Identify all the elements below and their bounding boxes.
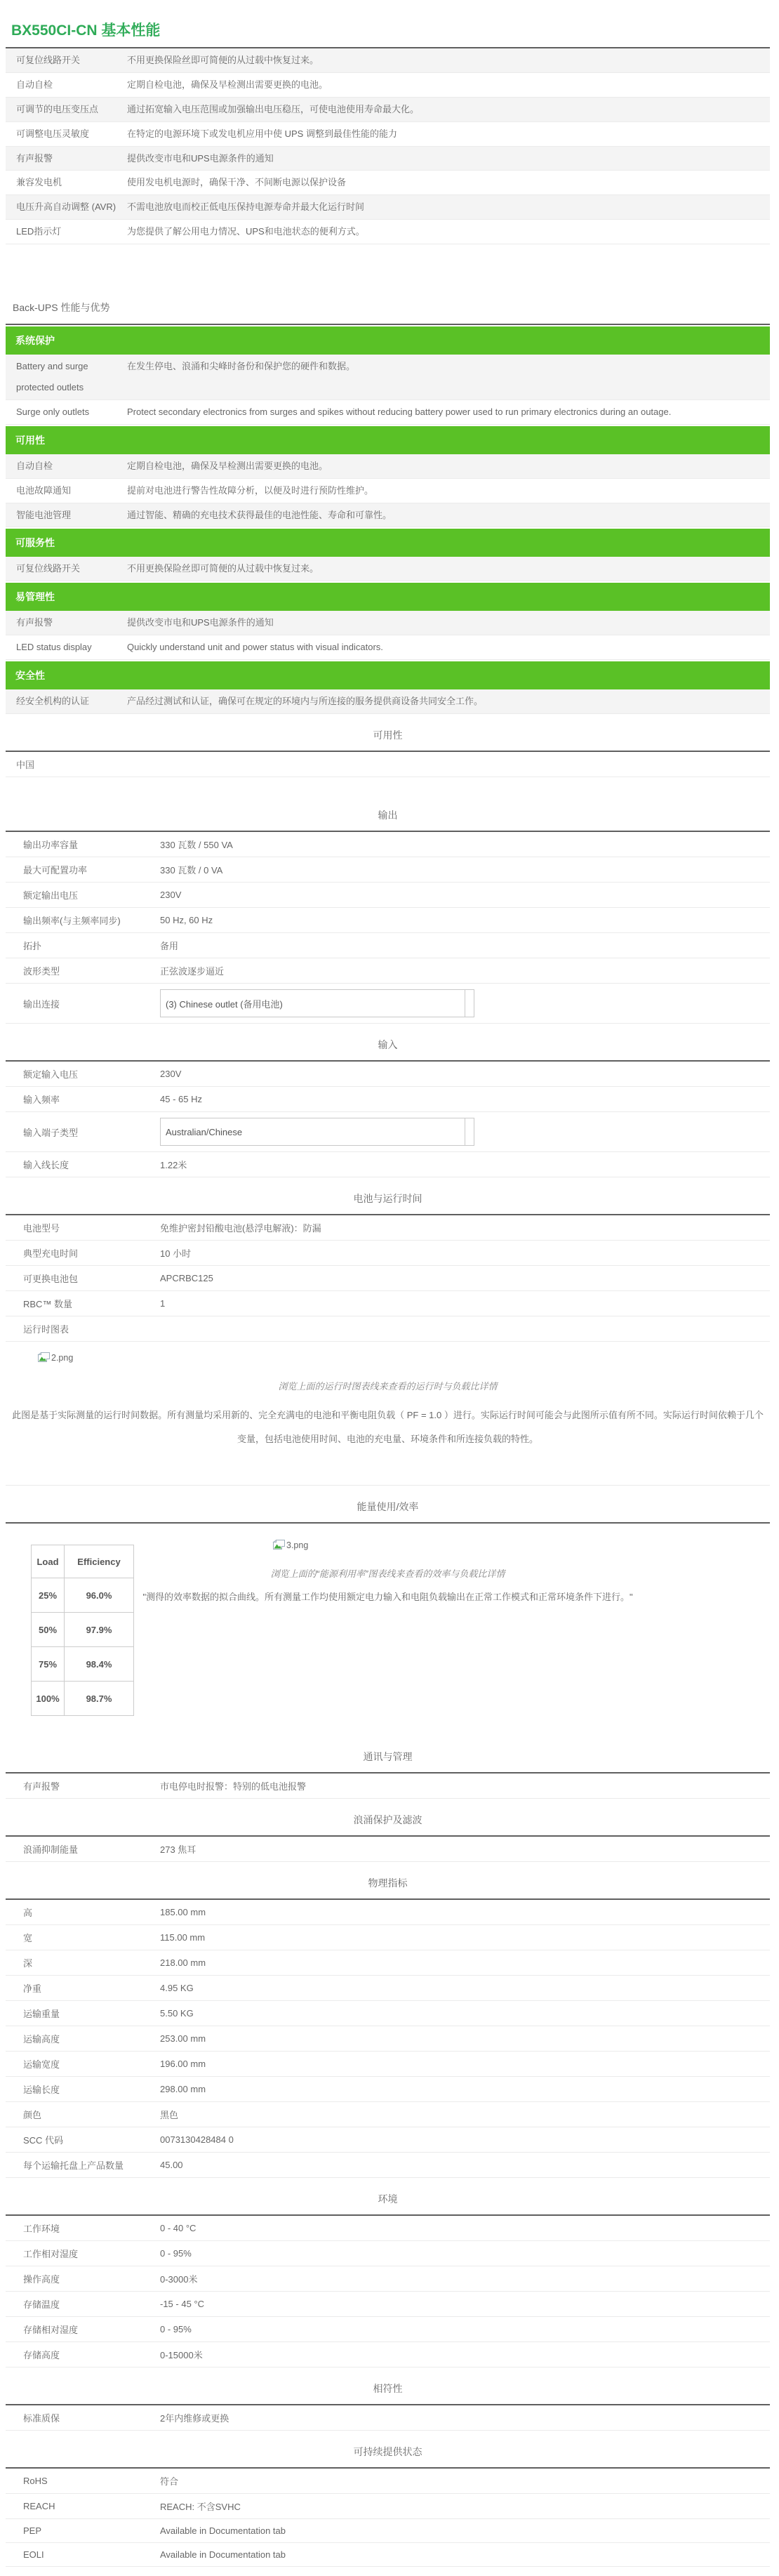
broken-image (37, 1352, 73, 1363)
efficiency-table (31, 1545, 134, 1716)
image-filename: 3.png (286, 1540, 309, 1551)
spec-section-title: 环境 (378, 2193, 398, 2205)
efficiency-area (6, 1524, 770, 1736)
spec-row (6, 2543, 770, 2567)
feature-group-header: 可用性 (6, 426, 770, 454)
efficiency-column-header: Efficiency (65, 1545, 134, 1578)
spec-label: 输入频率 (23, 1095, 60, 1106)
feature-row (6, 73, 770, 98)
spec-row (6, 1215, 770, 1241)
spec-row (6, 2266, 770, 2292)
feature-group-header: 易管理性 (6, 583, 770, 611)
feature-description: 不需电池放电而校正低电压保持电源寿命并最大化运行时间 (127, 202, 365, 213)
spec-label: 典型充电时间 (23, 1248, 79, 1260)
feature-group-header: 系统保护 (6, 326, 770, 355)
spec-label: 净重 (23, 1983, 42, 1995)
feature-label: Surge only outlets (16, 406, 90, 417)
feature-row (6, 557, 770, 581)
spec-label: 深 (23, 1958, 33, 1969)
spec-label: 拓扑 (23, 941, 42, 952)
spec-listbox[interactable] (160, 1118, 474, 1146)
spec-label: 输出连接 (23, 998, 60, 1010)
spec-value: 免维护密封铅酸电池(悬浮电解液)：防漏 (160, 1223, 321, 1234)
spec-value: 330 瓦数 / 550 VA (160, 840, 233, 851)
feature-row (6, 689, 770, 714)
spec-section-header (6, 1486, 770, 1524)
spec-value: 1 (160, 1298, 166, 1309)
spec-value: 230V (160, 890, 182, 901)
feature-description: 通过拓宽输入电压范围或加强输出电压稳压，可使电池使用寿命最大化。 (127, 103, 420, 114)
spec-section-header (6, 1862, 770, 1900)
feature-group-table (6, 454, 770, 528)
page-header (6, 0, 770, 48)
spec-row (6, 857, 770, 883)
spec-row (6, 2052, 770, 2077)
spec-row (6, 958, 770, 984)
spec-value: 2年内维修或更换 (160, 2413, 229, 2424)
spec-section-title: 能量使用/效率 (357, 1501, 419, 1513)
spec-value: 市电停电时报警：特别的低电池报警 (160, 1781, 307, 1792)
spec-row (6, 2216, 770, 2241)
spec-section-header (6, 1177, 770, 1215)
feature-description: 定期自检电池，确保及早检测出需要更换的电池。 (127, 79, 328, 90)
spec-value: 5.50 KG (160, 2008, 194, 2019)
spec-value: REACH: 不含SVHC (160, 2502, 241, 2513)
feature-group-table (6, 611, 770, 660)
efficiency-cell: 98.4% (65, 1647, 134, 1682)
feature-group-table (6, 689, 770, 714)
spec-value: 218.00 mm (160, 1957, 206, 1969)
spec-value: 符合 (160, 2476, 179, 2488)
spec-value: APCRBC125 (160, 1273, 213, 1284)
efficiency-cell: 98.7% (65, 1682, 134, 1716)
spec-value: 185.00 mm (160, 1907, 206, 1918)
spec-value: 298.00 mm (160, 2084, 206, 2095)
spec-row (6, 2317, 770, 2342)
feature-label: 有声报警 (16, 152, 53, 164)
spec-section-header (6, 2178, 770, 2216)
feature-label: 电池故障通知 (16, 484, 72, 496)
broken-image-icon (272, 1539, 286, 1550)
spec-section-title: 电池与运行时间 (353, 1193, 422, 1205)
spec-row (6, 2469, 770, 2494)
feature-description: 为您提供了解公用电力情况、UPS和电池状态的便利方式。 (127, 226, 365, 237)
runtime-chart-block (6, 1342, 770, 1486)
efficiency-column-header: Load (32, 1545, 65, 1578)
spec-value: 10 小时 (160, 1248, 192, 1260)
spec-row (6, 2342, 770, 2367)
spec-section-title: 相符性 (373, 2383, 403, 2395)
spec-label: 输出频率(与主频率同步) (23, 916, 121, 927)
spec-label: 每个运输托盘上产品数量 (23, 2160, 124, 2172)
spec-listbox[interactable] (160, 989, 474, 1017)
spec-label: 输出功率容量 (23, 840, 79, 851)
features-subtitle: Back-UPS 性能与优势 (6, 300, 770, 325)
broken-image (272, 1539, 308, 1550)
runtime-paragraph (6, 1403, 770, 1451)
spec-label: REACH (23, 2501, 55, 2512)
feature-row (6, 171, 770, 195)
feature-description: Quickly understand unit and power status with visual indicators. (127, 642, 383, 653)
feature-label: 可调整电压灵敏度 (16, 128, 90, 139)
spec-value: 备用 (160, 941, 179, 952)
spec-label: 输入线长度 (23, 1160, 69, 1171)
spec-value: 4.95 KG (160, 1983, 194, 1994)
spec-value: 196.00 mm (160, 2059, 206, 2070)
spec-row (6, 984, 770, 1024)
spec-label: 工作相对湿度 (23, 2249, 79, 2260)
spec-label: 存储温度 (23, 2299, 60, 2311)
spec-section-header (6, 794, 770, 832)
spec-value: 0 - 40 °C (160, 2223, 197, 2234)
feature-description: 提前对电池进行警告性故障分析，以便及时进行预防性维护。 (127, 484, 374, 496)
spec-value: 253.00 mm (160, 2033, 206, 2045)
spec-row (6, 1291, 770, 1316)
spec-label: 输入端子类型 (23, 1127, 79, 1138)
feature-description: 不用更换保险丝即可简便的从过载中恢复过来。 (127, 563, 319, 574)
spec-label: 运输宽度 (23, 2059, 60, 2070)
feature-description: 提供改变市电和UPS电源条件的通知 (127, 152, 274, 164)
spec-label: 可更换电池包 (23, 1274, 79, 1285)
spec-section-header (6, 1024, 770, 1062)
spec-row (6, 1976, 770, 2001)
spec-label: PEP (23, 2525, 42, 2537)
spec-row (6, 1087, 770, 1112)
runtime-paragraph-line: 变量，包括电池使用时间、电池的充电量、环境条件和所连接负载的特性。 (237, 1434, 538, 1445)
feature-description: 通过智能、精确的充电技术获得最佳的电池性能、寿命和可靠性。 (127, 509, 392, 520)
spec-label: 工作环境 (23, 2224, 60, 2235)
bottom-padding (6, 2567, 770, 2576)
feature-row (6, 635, 770, 660)
feature-row (6, 98, 770, 122)
spec-label: 运输高度 (23, 2034, 60, 2045)
spec-section-header (6, 1736, 770, 1774)
spec-label: 标准质保 (23, 2413, 60, 2424)
spec-row (6, 1112, 770, 1152)
spec-row (6, 2292, 770, 2317)
feature-label: 自动自检 (16, 79, 53, 90)
spec-value (160, 1112, 770, 1151)
spec-row (6, 2241, 770, 2266)
spec-value: 1.22米 (160, 1160, 187, 1171)
spec-value (160, 984, 770, 1023)
spec-value: 黑色 (160, 2110, 179, 2121)
spec-value: 0 - 95% (160, 2324, 192, 2335)
spec-label: 最大可配置功率 (23, 865, 88, 876)
spec-label: RoHS (23, 2476, 48, 2487)
spec-value: 0-3000米 (160, 2274, 198, 2285)
spec-row (6, 1266, 770, 1291)
spec-label: 颜色 (23, 2110, 42, 2121)
feature-row (6, 48, 770, 73)
feature-group-header: 可服务性 (6, 529, 770, 557)
feature-group-header: 安全性 (6, 661, 770, 689)
efficiency-table-row (32, 1578, 134, 1613)
feature-row (6, 503, 770, 528)
feature-label: 有声报警 (16, 617, 53, 628)
listbox-selected-option: Australian/Chinese (166, 1126, 243, 1137)
spec-value: 0073130428484 0 (160, 2134, 234, 2146)
spec-sections (6, 714, 770, 2567)
efficiency-table-row (32, 1613, 134, 1647)
spec-row (6, 2077, 770, 2102)
feature-label: Battery and surge protected outlets (16, 361, 88, 393)
feature-label: 可复位线路开关 (16, 55, 81, 65)
runtime-paragraph-line: 此图是基于实际测量的运行时间数据。所有测量均采用新的、完全充满电的电池和平衡电阻负载（ PF = 1.0 ）进行。实际运行时间可能会与此图所示值有所不同。实际运行时间依赖于几个 (12, 1410, 764, 1421)
feature-label: 可调节的电压变压点 (16, 103, 99, 114)
spec-row (6, 908, 770, 933)
spec-value: 50 Hz, 60 Hz (160, 915, 213, 926)
spec-value: -15 - 45 °C (160, 2299, 205, 2310)
spec-section-header (6, 2431, 770, 2469)
spec-row (6, 832, 770, 857)
spec-row (6, 1241, 770, 1266)
spec-value: 正弦波逐步逼近 (160, 966, 225, 977)
spec-value: 115.00 mm (160, 1932, 206, 1943)
spec-value: Available in Documentation tab (160, 2525, 286, 2537)
feature-description: 在特定的电源环境下或发电机应用中使 UPS 调整到最佳性能的能力 (127, 128, 397, 139)
runtime-image-block (6, 1342, 770, 1365)
top-feature-table (6, 48, 770, 244)
spec-label: 运输长度 (23, 2085, 60, 2096)
efficiency-cell: 25% (32, 1578, 65, 1613)
efficiency-cell: 50% (32, 1613, 65, 1647)
feature-group-table (6, 355, 770, 425)
spec-row (6, 1152, 770, 1177)
feature-label: LED指示灯 (16, 226, 62, 237)
spec-row (6, 1900, 770, 1925)
spec-section-title: 浪涌保护及滤波 (353, 1814, 422, 1826)
feature-group-table (6, 557, 770, 581)
image-filename: 2.png (51, 1353, 74, 1363)
spec-section-title: 可用性 (373, 729, 403, 741)
spec-label: 高 (23, 1908, 33, 1919)
feature-description: 产品经过测试和认证，确保可在规定的环境内与所连接的服务提供商设备共同安全工作。 (127, 696, 484, 707)
feature-description: 在发生停电、浪涌和尖峰时备份和保护您的硬件和数据。 (127, 361, 356, 372)
efficiency-table-row (32, 1647, 134, 1682)
feature-description: 定期自检电池，确保及早检测出需要更换的电池。 (127, 460, 328, 471)
efficiency-table-header-row (32, 1545, 134, 1578)
spec-row (6, 2494, 770, 2519)
spec-section-title: 物理指标 (368, 1877, 408, 1889)
spec-label: 浪涌抑制能量 (23, 1844, 79, 1856)
efficiency-cell: 75% (32, 1647, 65, 1682)
feature-description: 不用更换保险丝即可简便的从过载中恢复过来。 (127, 55, 319, 65)
feature-row (6, 220, 770, 244)
spec-label: 存储高度 (23, 2350, 60, 2361)
spec-label: 中国 (16, 760, 35, 771)
spec-label: 电池型号 (23, 1223, 60, 1234)
spec-label: 宽 (23, 1933, 33, 1944)
feature-description: 提供改变市电和UPS电源条件的通知 (127, 617, 274, 628)
feature-label: 智能电池管理 (16, 509, 72, 520)
spec-label: 波形类型 (23, 966, 60, 977)
spec-section-header (6, 714, 770, 752)
spec-label: 操作高度 (23, 2274, 60, 2285)
feature-row (6, 611, 770, 635)
feature-label: LED status display (16, 642, 92, 653)
spec-row (6, 2026, 770, 2052)
spec-value: 0-15000米 (160, 2350, 203, 2361)
spec-label: 存储相对湿度 (23, 2325, 79, 2336)
feature-row (6, 400, 770, 425)
page-title: BX550CI-CN 基本性能 (11, 22, 161, 39)
spec-section-title: 通讯与管理 (363, 1751, 413, 1763)
feature-row (6, 479, 770, 503)
spec-value: 330 瓦数 / 0 VA (160, 865, 223, 876)
spec-row (6, 2102, 770, 2127)
feature-description: Protect secondary electronics from surges and spikes without reducing battery power used to run primary electronics during an outage. (127, 406, 672, 417)
feature-row (6, 454, 770, 479)
spec-value: 230V (160, 1069, 182, 1080)
spec-row (6, 1316, 770, 1342)
spec-row (6, 2405, 770, 2431)
feature-label: 电压升高自动调整 (AVR) (16, 202, 116, 213)
spec-label: 额定输入电压 (23, 1069, 79, 1081)
feature-row (6, 195, 770, 220)
spec-section-title: 可持续提供状态 (353, 2446, 422, 2458)
spec-label: SCC 代码 (23, 2135, 64, 2146)
spec-page (6, 0, 770, 2576)
spec-value: 45 - 65 Hz (160, 1094, 202, 1105)
runtime-caption: 浏览上面的运行时图表线来查看的运行时与负载比详情 (278, 1381, 498, 1392)
spec-value: 273 焦耳 (160, 1844, 197, 1856)
spec-value: Available in Documentation tab (160, 2549, 286, 2561)
spec-label: RBC™ 数量 (23, 1299, 73, 1310)
feature-row (6, 147, 770, 171)
feature-label: 兼容发电机 (16, 177, 62, 188)
spec-label: 额定输出电压 (23, 890, 79, 901)
spec-row (6, 1062, 770, 1087)
spec-row (6, 2519, 770, 2543)
feature-row (6, 122, 770, 147)
feature-label: 经安全机构的认证 (16, 696, 90, 707)
spec-value (160, 1323, 770, 1335)
spec-row (6, 933, 770, 958)
spec-row (6, 2127, 770, 2153)
spec-label: 运输重量 (23, 2009, 60, 2020)
spec-value: 0 - 95% (160, 2248, 192, 2259)
efficiency-note: "测得的效率数据的拟合曲线。所有测量工作均使用额定电力输入和电阻负载输出在正常工作模式和正常环境条件下进行。" (142, 1592, 633, 1603)
spec-row (6, 1774, 770, 1799)
spec-section-header (6, 2367, 770, 2405)
spec-row (6, 2001, 770, 2026)
broken-image-icon (37, 1352, 51, 1363)
spec-row (6, 1925, 770, 1950)
spec-label: 运行时图表 (23, 1324, 69, 1335)
spec-row (6, 752, 770, 777)
spec-row (6, 1837, 770, 1862)
spec-row (6, 883, 770, 908)
feature-row (6, 355, 770, 400)
efficiency-cell: 96.0% (65, 1578, 134, 1613)
spec-row (6, 2153, 770, 2178)
spec-value: 45.00 (160, 2160, 183, 2171)
feature-groups (6, 326, 770, 714)
spec-row (6, 1950, 770, 1976)
efficiency-caption: 浏览上面的“能源利用率”图表线来查看的效率与负载比详情 (270, 1568, 505, 1580)
listbox-selected-option: (3) Chinese outlet (备用电池) (166, 998, 283, 1010)
spec-label: 有声报警 (23, 1781, 60, 1792)
feature-description: 使用发电机电源时，确保干净、不间断电源以保护设备 (127, 177, 347, 188)
feature-label: 可复位线路开关 (16, 563, 81, 574)
efficiency-cell: 97.9% (65, 1613, 134, 1647)
spec-section-title: 输出 (378, 810, 398, 821)
efficiency-table-row (32, 1682, 134, 1716)
feature-label: 自动自检 (16, 460, 53, 471)
spec-section-title: 输入 (378, 1039, 398, 1051)
spec-label: EOLI (23, 2549, 44, 2561)
efficiency-cell: 100% (32, 1682, 65, 1716)
spec-section-header (6, 1799, 770, 1837)
